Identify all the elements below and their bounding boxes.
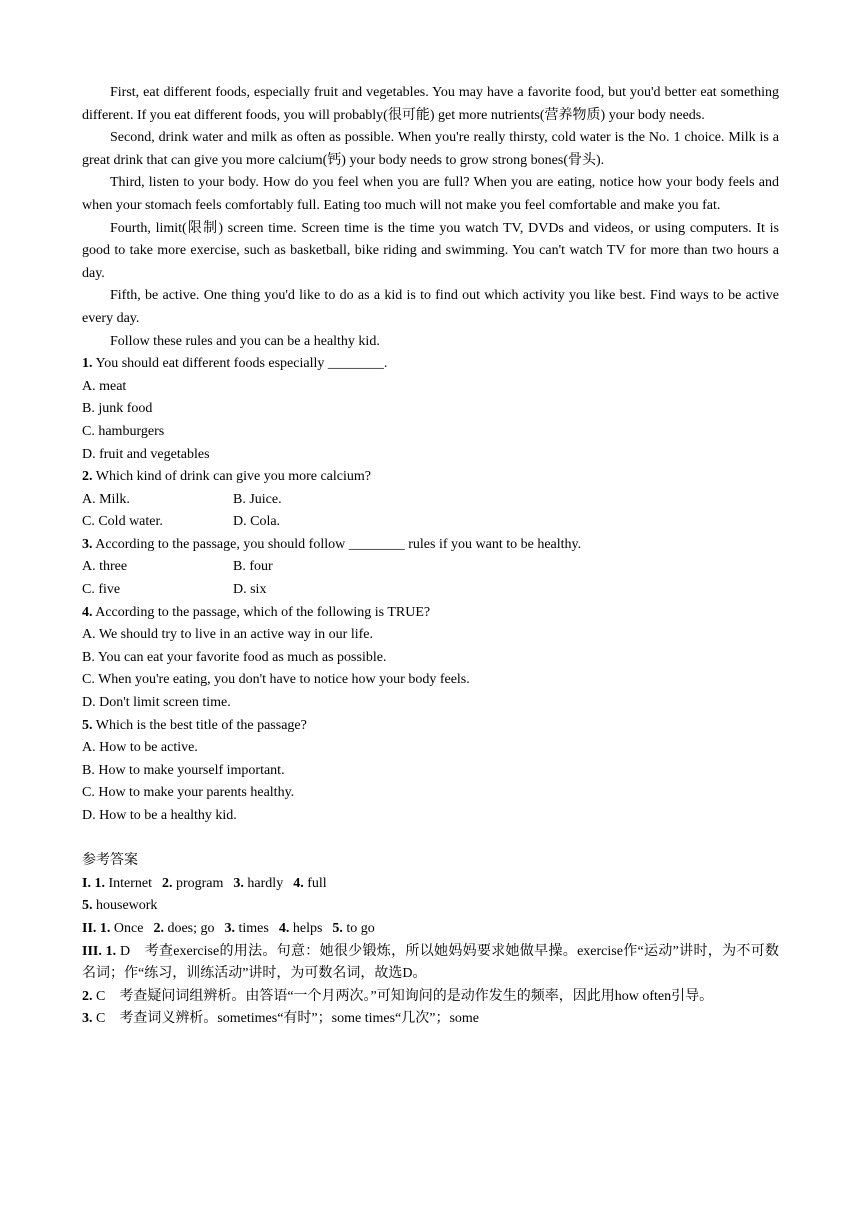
document-page bbox=[82, 82, 779, 1031]
answer-key-heading: 参考答案 bbox=[82, 853, 138, 869]
question-5 bbox=[82, 715, 779, 828]
question-number: 4. bbox=[82, 604, 93, 620]
answer-explanation: D 考查exercise的用法。句意：她很少锻炼，所以她妈妈要求她做早操。exercise作“运动”讲时，为不可数名词；作“练习，训练活动”讲时，为可数名词，故选D。 bbox=[82, 943, 780, 982]
answer-number: 5. bbox=[332, 920, 343, 936]
passage-paragraph-3: Third, listen to your body. How do you feel when you are full? When you are eating, notice how your body feels and when your stomach feels comfortably full. Eating too much will not make you feel comfortable and make you fat. bbox=[82, 175, 779, 213]
passage-paragraph-4: Fourth, limit(限制) screen time. Screen time is the time you watch TV, DVDs and videos, or using computers. It is good to take more exercise, such as basketball, bike riding and swimming. You can't watch TV for more than two hours a day. bbox=[82, 220, 779, 281]
question-number: 3. bbox=[82, 536, 93, 552]
option-c: C. hamburgers bbox=[82, 423, 165, 439]
question-number: 5. bbox=[82, 717, 93, 733]
answer-explanation: C 考查词义辨析。sometimes“有时”；some times“几次”；some bbox=[92, 1011, 480, 1027]
answer-text: program bbox=[172, 875, 224, 891]
answer-number: 3. bbox=[233, 875, 244, 891]
option-b: B. four bbox=[233, 559, 273, 575]
question-number: 2. bbox=[82, 469, 93, 485]
answer-key bbox=[82, 850, 779, 1031]
question-text: According to the passage, you should follow ________ rules if you want to be healthy. bbox=[92, 536, 582, 552]
option-b: B. You can eat your favorite food as much as possible. bbox=[82, 649, 387, 665]
option-a: A. Milk. bbox=[82, 491, 130, 507]
answer-text: Once bbox=[110, 920, 144, 936]
answers-section-1-line-1 bbox=[82, 873, 779, 896]
option-d: D. fruit and vegetables bbox=[82, 446, 210, 462]
answer-number: 2. bbox=[161, 875, 173, 891]
answer-number: 5. bbox=[82, 898, 93, 914]
answer-text: housework bbox=[92, 898, 158, 914]
answer-text: full bbox=[303, 875, 327, 891]
question-2 bbox=[82, 466, 779, 534]
option-a: A. How to be active. bbox=[82, 740, 198, 756]
passage-paragraph-6: Follow these rules and you can be a healthy kid. bbox=[110, 333, 380, 349]
answer-text: Internet bbox=[104, 875, 152, 891]
option-c: C. How to make your parents healthy. bbox=[82, 785, 295, 801]
answer-number: 3. bbox=[224, 920, 236, 936]
section-label: I. bbox=[82, 875, 91, 891]
option-a: A. We should try to live in an active way in our life. bbox=[82, 627, 373, 643]
option-b: B. Juice. bbox=[233, 491, 282, 507]
option-d: D. Cola. bbox=[233, 514, 281, 530]
question-4 bbox=[82, 602, 779, 715]
question-number: 1. bbox=[82, 356, 93, 372]
passage-paragraph-1: First, eat different foods, especially fruit and vegetables. You may have a favorite food, but you'd better eat something different. If you eat different foods, you will probably(很可能) get more nutrients(营养物质) your body needs. bbox=[82, 85, 779, 123]
question-text: Which is the best title of the passage? bbox=[92, 717, 307, 733]
answer-number: 1. bbox=[94, 875, 105, 891]
passage-paragraph-5: Fifth, be active. One thing you'd like to do as a kid is to find out which activity you like best. Find ways to be active every day. bbox=[82, 288, 779, 326]
answer-text: helps bbox=[289, 920, 323, 936]
option-c: C. five bbox=[82, 582, 121, 598]
option-a: A. three bbox=[82, 559, 128, 575]
answer-text: hardly bbox=[243, 875, 284, 891]
option-row bbox=[82, 489, 779, 512]
answer-text: times bbox=[235, 920, 269, 936]
question-stem bbox=[82, 534, 779, 557]
answers-section-1-line-2 bbox=[82, 895, 779, 918]
answer-number: 3. bbox=[82, 1011, 93, 1027]
answer-number: 4. bbox=[293, 875, 304, 891]
option-b: B. How to make yourself important. bbox=[82, 762, 285, 778]
option-b: B. junk food bbox=[82, 401, 153, 417]
answer-number: 1. bbox=[105, 943, 117, 959]
answers-section-2 bbox=[82, 918, 779, 941]
answers-section-3-item-1 bbox=[82, 941, 779, 986]
question-stem bbox=[82, 353, 779, 376]
answer-number: 2. bbox=[153, 920, 164, 936]
spacer bbox=[82, 828, 779, 851]
answer-text: to go bbox=[342, 920, 375, 936]
option-d: D. Don't limit screen time. bbox=[82, 695, 231, 711]
question-1 bbox=[82, 353, 779, 466]
question-text: You should eat different foods especially ________. bbox=[92, 356, 388, 372]
answers-section-3-item-2 bbox=[82, 986, 779, 1009]
section-label: III. bbox=[82, 943, 102, 959]
answers-section-3-item-3 bbox=[82, 1008, 779, 1031]
answer-explanation: C 考查疑问词组辨析。由答语“一个月两次。”可知询问的是动作发生的频率，因此用how often引导。 bbox=[92, 988, 714, 1004]
passage-paragraph-2: Second, drink water and milk as often as possible. When you're really thirsty, cold water is the No. 1 choice. Milk is a great drink that can give you more calcium(钙) your body needs to grow strong bones(骨头). bbox=[82, 130, 779, 168]
question-stem bbox=[82, 602, 779, 625]
answer-number: 2. bbox=[82, 988, 93, 1004]
answer-number: 4. bbox=[278, 920, 290, 936]
question-stem bbox=[82, 466, 779, 489]
question-3 bbox=[82, 534, 779, 602]
answer-number: 1. bbox=[99, 920, 111, 936]
option-c: C. When you're eating, you don't have to notice how your body feels. bbox=[82, 672, 470, 688]
option-d: D. six bbox=[233, 582, 267, 598]
option-row bbox=[82, 556, 779, 579]
question-text: Which kind of drink can give you more calcium? bbox=[92, 469, 371, 485]
answer-text: does; go bbox=[163, 920, 215, 936]
option-a: A. meat bbox=[82, 378, 127, 394]
option-row bbox=[82, 579, 779, 602]
question-stem bbox=[82, 715, 779, 738]
option-row bbox=[82, 511, 779, 534]
question-text: According to the passage, which of the following is TRUE? bbox=[92, 604, 431, 620]
option-d: D. How to be a healthy kid. bbox=[82, 808, 237, 823]
section-label: II. bbox=[82, 920, 97, 936]
option-c: C. Cold water. bbox=[82, 514, 163, 530]
